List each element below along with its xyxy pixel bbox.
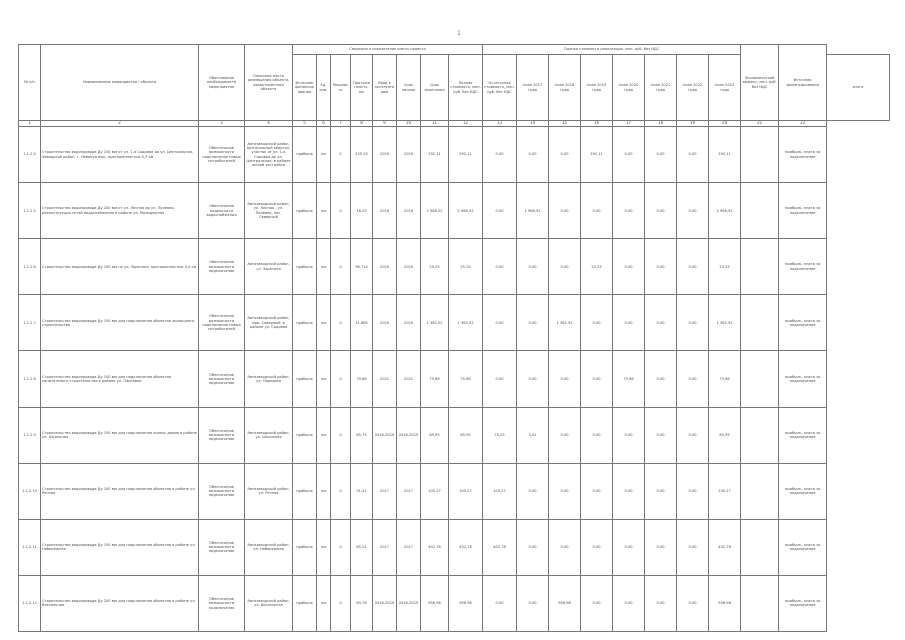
plan-year-3: 0,00 — [549, 407, 581, 463]
plan-year-6: 0,00 — [645, 127, 677, 183]
end-year: 2017 — [397, 519, 421, 575]
start-year: 2018 — [373, 183, 397, 239]
header-name: Наименование мероприятия / объекта — [41, 45, 199, 121]
remaining-cost: 85,95 — [449, 407, 483, 463]
header-start: Срок начала — [397, 55, 421, 121]
financing-source: прибыль, плата за подключение — [779, 407, 827, 463]
funding-source: прибыль — [293, 463, 317, 519]
funding-source: прибыль — [293, 295, 317, 351]
column-number: 7 — [331, 121, 351, 127]
length-cell: 85,74 — [351, 407, 373, 463]
project-reason: Обеспечение надежности водоснабжения — [199, 183, 245, 239]
table-header — [19, 45, 890, 127]
length-cell: 83,78 — [351, 575, 373, 631]
column-number: 13 — [483, 121, 517, 127]
start-year: 2018-2019 — [373, 575, 397, 631]
funding-source: прибыль — [293, 183, 317, 239]
plan-year-7: 0,00 — [677, 519, 709, 575]
column-number: 20 — [709, 121, 741, 127]
project-reason: Обеспечение возможности подключения — [199, 351, 245, 407]
plan-year-1: 0,00 — [483, 127, 517, 183]
row-number: 1.1.2.6 — [19, 239, 41, 295]
plan-year-5: 0,00 — [613, 183, 645, 239]
plan-year-3: 0,00 — [549, 351, 581, 407]
project-location: Автозаводский район, ул. Лесная - ул. Полевая, пос. Северный — [245, 183, 293, 239]
start-year: 2021 — [373, 351, 397, 407]
capacity-cell: 0 — [331, 407, 351, 463]
plan-year-7: 0,00 — [677, 575, 709, 631]
column-number: 14 — [517, 121, 549, 127]
end-year: 2018-2019 — [397, 407, 421, 463]
financing-source: прибыль, плата за подключение — [779, 575, 827, 631]
remaining-cost: 75,66 — [449, 351, 483, 407]
unit-cell: км — [317, 295, 331, 351]
plan-year-1: 0,00 — [483, 239, 517, 295]
row-number: 1.1.2.8 — [19, 351, 41, 407]
plan-year-4: 0,00 — [581, 463, 613, 519]
plan-year-4: 292,11 — [581, 127, 613, 183]
remaining-cost: 105,27 — [449, 463, 483, 519]
full-cost: 85,95 — [421, 407, 449, 463]
total-cost: 956,98 — [709, 575, 741, 631]
investment-program-table — [18, 44, 890, 632]
start-year: 2018-2019 — [373, 407, 397, 463]
remaining-cost: 1 362,52 — [449, 295, 483, 351]
plan-year-4: 0,00 — [581, 575, 613, 631]
full-cost: 105,27 — [421, 463, 449, 519]
header-full-cost: Полная стоимость, млн. руб. без НДС — [449, 55, 483, 121]
plan-year-3: 0,00 — [549, 127, 581, 183]
plan-year-1: 402,78 — [483, 519, 517, 575]
row-number: 1.1.2.11 — [19, 519, 41, 575]
end-year: 2017 — [397, 463, 421, 519]
column-number: 8 — [351, 121, 373, 127]
project-name: Строительство водопровода Ду 100 мм по ул. Заречная, протяженностью 0,4 км — [41, 239, 199, 295]
capacity-cell: 0 — [331, 463, 351, 519]
plan-year-5: 0,00 — [613, 575, 645, 631]
unit-cell: км — [317, 407, 331, 463]
plan-year-3: 0,00 — [549, 463, 581, 519]
capacity-cell: 0 — [331, 575, 351, 631]
plan-year-2: 0,00 — [517, 519, 549, 575]
funding-source: прибыль — [293, 575, 317, 631]
unit-cell: км — [317, 463, 331, 519]
plan-year-5: 0,00 — [613, 463, 645, 519]
column-number: 22 — [779, 121, 827, 127]
table-body — [19, 127, 890, 632]
full-cost: 956,98 — [421, 575, 449, 631]
plan-year-6: 0,00 — [645, 183, 677, 239]
plan-year-2: 0,00 — [517, 295, 549, 351]
row-number: 1.1.2.4 — [19, 127, 41, 183]
length-cell: 16,25 — [351, 183, 373, 239]
financing-source: прибыль, плата за подключение — [779, 351, 827, 407]
plan-year-2: 1 968,52 — [517, 183, 549, 239]
column-number: 6 — [317, 121, 331, 127]
end-year: 2020 — [397, 295, 421, 351]
table-row — [19, 519, 890, 575]
header-group-indicators: Сведения о показателях сметы проекта — [293, 45, 483, 55]
table-row — [19, 463, 890, 519]
plan-year-4: 0,00 — [581, 519, 613, 575]
capacity-cell: 0 — [331, 127, 351, 183]
total-cost: 292,11 — [709, 127, 741, 183]
header-rest-cost: Остаточная стоимость, млн. руб. без НДС — [483, 55, 517, 121]
header-reason: Обоснование необходимости мероприятия — [199, 45, 245, 121]
full-cost: 75,66 — [421, 351, 449, 407]
unit-cell: км — [317, 239, 331, 295]
plan-year-2: 0,00 — [517, 463, 549, 519]
project-location: Автозаводский район, ул. Заречная — [245, 239, 293, 295]
funding-source: прибыль — [293, 239, 317, 295]
column-number: 2 — [41, 121, 199, 127]
column-number: 16 — [581, 121, 613, 127]
plan-year-1: 0,00 — [483, 295, 517, 351]
header-year-6: план 2022 года — [677, 55, 709, 121]
financing-source: прибыль, плата за подключение — [779, 295, 827, 351]
length-cell: 96,714 — [351, 239, 373, 295]
plan-year-3: 0,00 — [549, 519, 581, 575]
length-cell: 31,865 — [351, 295, 373, 351]
funding-source: прибыль — [293, 127, 317, 183]
table-row — [19, 127, 890, 183]
project-name: Строительство водопровода Ду 150 мм для подключения объектов жилищного строительства — [41, 295, 199, 351]
plan-year-1: 0,00 — [483, 575, 517, 631]
economic-effect — [741, 463, 779, 519]
plan-year-2: 0,00 — [517, 127, 549, 183]
financing-source: прибыль, плата за подключение — [779, 239, 827, 295]
economic-effect — [741, 239, 779, 295]
plan-year-6: 0,00 — [645, 295, 677, 351]
financing-source: прибыль, плата за подключение — [779, 519, 827, 575]
remaining-cost: 292,11 — [449, 127, 483, 183]
funding-source: прибыль — [293, 519, 317, 575]
plan-year-4: 0,00 — [581, 295, 613, 351]
project-reason: Обеспечение возможности подключения новых потребителей — [199, 127, 245, 183]
economic-effect — [741, 519, 779, 575]
column-number: 19 — [677, 121, 709, 127]
project-name: Строительство водопровода Ду 200 мм для подключения объектов в районе ул. Вокзальная — [41, 575, 199, 631]
end-year: 2021 — [397, 351, 421, 407]
column-number: 18 — [645, 121, 677, 127]
header-unit: Ед. изм. — [317, 55, 331, 121]
total-cost: 2 968,52 — [709, 183, 741, 239]
header-year-3: план 2019 года — [581, 55, 613, 121]
end-year: 2020 — [397, 127, 421, 183]
row-number: 1.1.2.9 — [19, 407, 41, 463]
project-reason: Обеспечение возможности подключения — [199, 407, 245, 463]
plan-year-3: 1 362,52 — [549, 295, 581, 351]
capacity-cell: 0 — [331, 351, 351, 407]
plan-year-6: 0,00 — [645, 351, 677, 407]
plan-year-5: 0,00 — [613, 239, 645, 295]
full-cost: 1 362,52 — [421, 295, 449, 351]
start-year: 2017 — [373, 519, 397, 575]
table-row — [19, 295, 890, 351]
length-cell: 85,24 — [351, 519, 373, 575]
economic-effect — [741, 575, 779, 631]
plan-year-7: 0,00 — [677, 463, 709, 519]
project-reason: Обеспечение возможности подключения новых потребителей — [199, 295, 245, 351]
length-cell: 91,41 — [351, 463, 373, 519]
column-number: 17 — [613, 121, 645, 127]
column-number: 9 — [373, 121, 397, 127]
header-source: Источник финансирования — [293, 55, 317, 121]
column-number: 4 — [245, 121, 293, 127]
plan-year-1: 75,25 — [483, 407, 517, 463]
row-number: 1.1.2.10 — [19, 463, 41, 519]
length-cell: 79,86 — [351, 351, 373, 407]
plan-year-4: 25,25 — [581, 239, 613, 295]
capacity-cell: 0 — [331, 519, 351, 575]
total-cost: 1 362,52 — [709, 295, 741, 351]
economic-effect — [741, 407, 779, 463]
plan-year-4: 0,00 — [581, 351, 613, 407]
full-cost: 25,25 — [421, 239, 449, 295]
table-row — [19, 183, 890, 239]
column-number: 5 — [293, 121, 317, 127]
unit-cell: км — [317, 183, 331, 239]
project-reason: Обеспечение возможности подключения — [199, 575, 245, 631]
project-location: Автозаводский район, ул. Школьная — [245, 407, 293, 463]
header-year-1: план 2017 года — [517, 55, 549, 121]
economic-effect — [741, 183, 779, 239]
table-row — [19, 407, 890, 463]
plan-year-7: 0,00 — [677, 239, 709, 295]
row-number: 1.1.2.5 — [19, 183, 41, 239]
start-year: 2017 — [373, 463, 397, 519]
plan-year-5: 0,00 — [613, 127, 645, 183]
end-year: 2020 — [397, 239, 421, 295]
project-reason: Обеспечение возможности подключения — [199, 239, 245, 295]
length-cell: 225,25 — [351, 127, 373, 183]
header-year-5: план 2021 года — [645, 55, 677, 121]
plan-year-7: 0,00 — [677, 295, 709, 351]
remaining-cost: 25,25 — [449, 239, 483, 295]
end-year: 2018 — [397, 183, 421, 239]
financing-source: прибыль, плата за подключение — [779, 127, 827, 183]
table-row — [19, 351, 890, 407]
header-commissioning: Ввод в эксплуатацию — [373, 55, 397, 121]
remaining-cost: 2 968,52 — [449, 183, 483, 239]
table-row — [19, 575, 890, 631]
remaining-cost: 402,78 — [449, 519, 483, 575]
plan-year-5: 0,00 — [613, 407, 645, 463]
row-number: 1.1.2.7 — [19, 295, 41, 351]
project-location: Автозаводский район, ул. Набережная — [245, 519, 293, 575]
plan-year-3: 0,00 — [549, 239, 581, 295]
row-number: 1.1.2.12 — [19, 575, 41, 631]
unit-cell: км — [317, 351, 331, 407]
start-year: 2020 — [373, 239, 397, 295]
capacity-cell: 0 — [331, 239, 351, 295]
full-cost: 402,78 — [421, 519, 449, 575]
plan-year-6: 0,00 — [645, 239, 677, 295]
project-location: Автозаводский район, Центральный квартал, участок от ул. 1-я Садовая до ул. Центральная, в районе жилой застройки — [245, 127, 293, 183]
start-year: 2020 — [373, 295, 397, 351]
plan-year-6: 0,00 — [645, 519, 677, 575]
project-reason: Обеспечение возможности подключения — [199, 463, 245, 519]
page-number: 1 — [457, 30, 461, 37]
total-cost: 25,25 — [709, 239, 741, 295]
plan-year-6: 0,00 — [645, 463, 677, 519]
project-location: Автозаводский район, мкр. Северный, в районе ул. Садовая — [245, 295, 293, 351]
economic-effect — [741, 351, 779, 407]
plan-year-6: 0,00 — [645, 407, 677, 463]
header-fin: Источник финансирования — [779, 45, 827, 121]
project-name: Строительство водопровода Ду 150 мм для подключения объектов в районе ул. Набережная — [41, 519, 199, 575]
header-capacity: Мощность — [331, 55, 351, 121]
capacity-cell: 0 — [331, 295, 351, 351]
plan-year-4: 0,00 — [581, 183, 613, 239]
project-name: Строительство водопровода Ду 150 мм для подключения жилых домов в районе ул. Школьная — [41, 407, 199, 463]
plan-year-7: 0,00 — [677, 351, 709, 407]
plan-year-3: 0,00 — [549, 183, 581, 239]
column-number: 1 — [19, 121, 41, 127]
plan-year-5: 0,00 — [613, 295, 645, 351]
project-name: Строительство водопровода Ду 100 мм для подключения объектов в районе ул. Речная — [41, 463, 199, 519]
total-cost: 85,95 — [709, 407, 741, 463]
header-year-2: план 2018 года — [549, 55, 581, 121]
header-total: итого — [827, 55, 890, 121]
column-number: 12 — [449, 121, 483, 127]
financing-source: прибыль, плата за подключение — [779, 183, 827, 239]
funding-source: прибыль — [293, 407, 317, 463]
header-year-4: план 2020 года — [613, 55, 645, 121]
total-cost: 105,27 — [709, 463, 741, 519]
remaining-cost: 956,98 — [449, 575, 483, 631]
plan-year-1: 0,00 — [483, 183, 517, 239]
start-year: 2020 — [373, 127, 397, 183]
project-location: Автозаводский район, ул. Вокзальная — [245, 575, 293, 631]
unit-cell: км — [317, 519, 331, 575]
plan-year-4: 0,00 — [581, 407, 613, 463]
plan-year-2: 0,00 — [517, 239, 549, 295]
plan-year-5: 0,00 — [613, 519, 645, 575]
project-location: Автозаводский район, ул. Речная — [245, 463, 293, 519]
plan-year-3: 956,98 — [549, 575, 581, 631]
full-cost: 292,11 — [421, 127, 449, 183]
financing-source: прибыль, плата за подключение — [779, 463, 827, 519]
header-end: Срок окончания — [421, 55, 449, 121]
project-name: Строительство водопровода Ду 150 мм от ул. 1-я Садовая до ул. Центральная, Заводской район, г. Новокузнецк, протяженностью 0,9 км — [41, 127, 199, 183]
table-row — [19, 239, 890, 295]
total-cost: 402,78 — [709, 519, 741, 575]
column-number: 21 — [741, 121, 779, 127]
project-name: Строительство водопровода Ду 100 мм для подключения объектов капитального строительства в районе ул. Парковая — [41, 351, 199, 407]
project-location: Автозаводский район, ул. Парковая — [245, 351, 293, 407]
header-group-finance: Оценка стоимости реализации, млн. руб. без НДС — [483, 45, 741, 55]
capacity-cell: 0 — [331, 183, 351, 239]
plan-year-2: 0,00 — [517, 575, 549, 631]
plan-year-2: 3,41 — [517, 407, 549, 463]
plan-year-1: 0,00 — [483, 351, 517, 407]
plan-year-7: 0,00 — [677, 183, 709, 239]
plan-year-7: 0,00 — [677, 127, 709, 183]
plan-year-6: 0,00 — [645, 575, 677, 631]
column-number: 3 — [199, 121, 245, 127]
funding-source: прибыль — [293, 351, 317, 407]
full-cost: 2 968,52 — [421, 183, 449, 239]
header-location: Описание места размещения объекта, характеристика объекта — [245, 45, 293, 121]
plan-year-1: 105,27 — [483, 463, 517, 519]
total-cost: 75,66 — [709, 351, 741, 407]
plan-year-7: 0,00 — [677, 407, 709, 463]
column-number: 11 — [421, 121, 449, 127]
project-reason: Обеспечение возможности подключения — [199, 519, 245, 575]
plan-year-5: 75,66 — [613, 351, 645, 407]
header-year-7: план 2023 года — [709, 55, 741, 121]
header-num: № п/п — [19, 45, 41, 121]
end-year: 2018-2019 — [397, 575, 421, 631]
unit-cell: км — [317, 127, 331, 183]
economic-effect — [741, 295, 779, 351]
unit-cell: км — [317, 575, 331, 631]
project-name: Строительство водопровода Ду 200 мм от ул. Лесная до ул. Полевая, реконструкция сетей водоснабжения в районе ул. Молодежная — [41, 183, 199, 239]
column-number: 10 — [397, 121, 421, 127]
header-length: Протяженность, км — [351, 55, 373, 121]
plan-year-2: 0,00 — [517, 351, 549, 407]
economic-effect — [741, 127, 779, 183]
header-effect: Экономический эффект, млн. руб. без НДС — [741, 45, 779, 121]
column-number: 15 — [549, 121, 581, 127]
